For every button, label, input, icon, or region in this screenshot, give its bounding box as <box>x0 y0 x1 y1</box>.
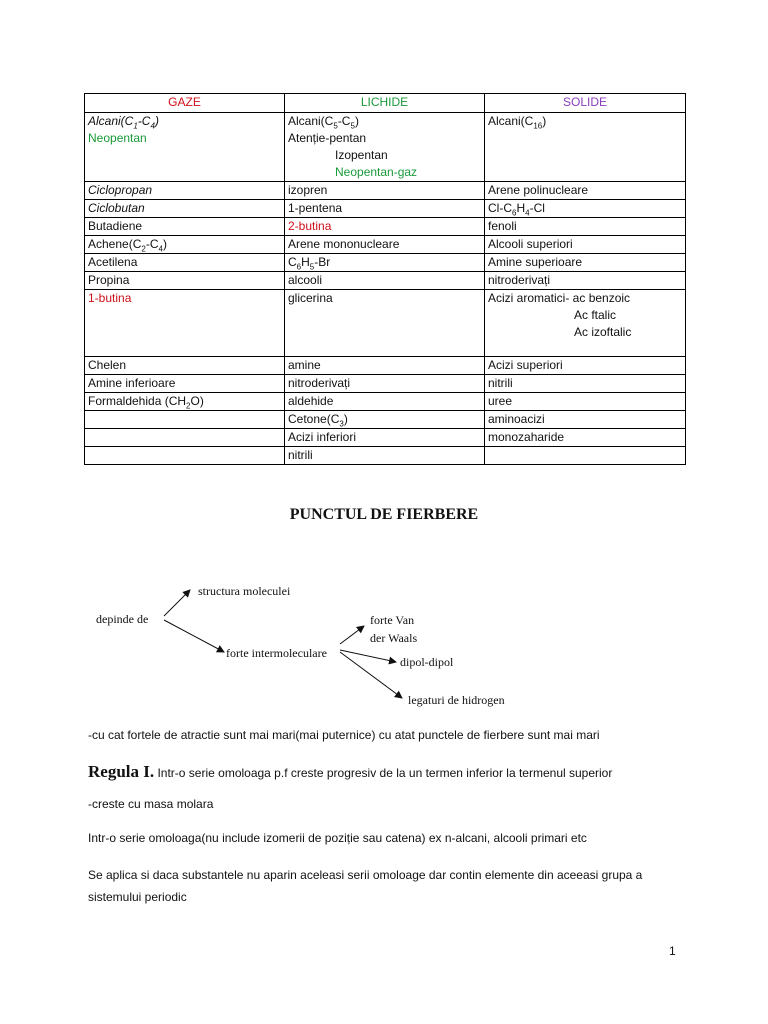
page-number: 1 <box>669 944 676 958</box>
label-van-der-waals-2: der Waals <box>370 631 418 645</box>
table-row <box>85 218 686 236</box>
boiling-point-diagram <box>0 560 768 720</box>
neopentan-gaze: Neopentan <box>88 131 147 145</box>
cell-lichide: $Cetone(C_3)$ <box>285 411 485 429</box>
table-header-row <box>85 94 686 113</box>
cell-gaze: 1-butina <box>85 290 285 357</box>
paragraph-fortele: -cu cat fortele de atractie sunt mai mari(mai puternice) cu atat punctele de fierbere sunt mai mari <box>88 728 600 742</box>
cell-solide: fenoli <box>485 218 686 236</box>
cell-gaze: Acetilena <box>85 254 285 272</box>
cell-solide: Arene polinucleare <box>485 182 686 200</box>
table-row <box>85 411 686 429</box>
header-solide: SOLIDE <box>485 94 686 113</box>
table-row <box>85 375 686 393</box>
cell-gaze: Ciclopropan <box>85 182 285 200</box>
label-dipol-dipol: dipol-dipol <box>400 655 454 669</box>
paragraph-serie-omoloaga: Intr-o serie omoloaga(nu include izomerii de poziție sau catena) ex n-alcani, alcooli primari etc <box>88 831 587 845</box>
arrow-to-dipol <box>340 650 396 662</box>
cell-lichide: 2-butina <box>285 218 485 236</box>
cell-solide: monozaharide <box>485 429 686 447</box>
cell-lichide: 1-pentena <box>285 200 485 218</box>
header-lichide: LICHIDE <box>285 94 485 113</box>
section-title: PUNCTUL DE FIERBERE <box>289 506 479 523</box>
cell-gaze <box>85 447 285 465</box>
cell-gaze <box>85 429 285 447</box>
cell-solide: nitrili <box>485 375 686 393</box>
table-row <box>85 429 686 447</box>
table-row <box>85 254 686 272</box>
label-structura: structura moleculei <box>198 584 291 598</box>
paragraph-masa-molara: -creste cu masa molara <box>88 797 214 811</box>
cell-lichide: aldehide <box>285 393 485 411</box>
alcani-solide: $Alcani(C_{16})$ <box>488 114 547 131</box>
cell-solide <box>485 113 686 182</box>
cell-lichide <box>285 113 485 182</box>
table-row <box>85 447 686 465</box>
cell-solide <box>485 447 686 465</box>
cell-gaze <box>85 411 285 429</box>
cell-solide: Amine superioare <box>485 254 686 272</box>
atentie-pentan: Atenție-pentan <box>288 131 367 145</box>
table-row <box>85 290 686 357</box>
cell-solide <box>485 290 686 357</box>
cell-lichide: Acizi inferiori <box>285 429 485 447</box>
header-gaze: GAZE <box>85 94 285 113</box>
cell-lichide: nitroderivați <box>285 375 485 393</box>
cell-solide: uree <box>485 393 686 411</box>
cell-gaze <box>85 113 285 182</box>
label-depinde: depinde de <box>96 612 149 626</box>
cell-gaze: Chelen <box>85 357 285 375</box>
cell-solide: aminoacizi <box>485 411 686 429</box>
cell-lichide: glicerina <box>285 290 485 357</box>
acizi-aromatici: Acizi aromatici- ac benzoic <box>488 291 631 305</box>
cell-gaze: Butadiene <box>85 218 285 236</box>
cell-lichide: izopren <box>285 182 485 200</box>
paragraph-se-aplica <box>88 864 642 908</box>
alcani-gaze: $Alcani(C_1-C_4)$ <box>88 114 159 131</box>
cell-gaze: Amine inferioare <box>85 375 285 393</box>
arrow-to-hidrogen <box>340 652 402 698</box>
rule-body: Intr-o serie omoloaga p.f creste progresiv de la un termen inferior la termenul superior <box>154 766 613 780</box>
arrow-to-van-der-waals <box>340 626 364 644</box>
table-row <box>85 182 686 200</box>
arrow-to-forte <box>164 620 224 652</box>
cell-lichide: $C_6H_5-Br$ <box>285 254 485 272</box>
label-legaturi-hidrogen: legaturi de hidrogen <box>408 693 505 707</box>
table-row <box>85 357 686 375</box>
cell-lichide: alcooli <box>285 272 485 290</box>
label-forte-intermoleculare: forte intermoleculare <box>226 646 327 660</box>
izopentan: Izopentan <box>335 148 388 162</box>
ac-ftalic: Ac ftalic <box>574 308 617 322</box>
cell-lichide: nitrili <box>285 447 485 465</box>
cell-solide: Alcooli superiori <box>485 236 686 254</box>
cell-gaze: $Achene(C_2-C_4)$ <box>85 236 285 254</box>
neopentan-gaz: Neopentan-gaz <box>335 165 418 179</box>
table-row <box>85 200 686 218</box>
paragraph-se-aplica-line2: sistemului periodic <box>88 890 187 904</box>
table-row <box>85 236 686 254</box>
cell-lichide: Arene mononucleare <box>285 236 485 254</box>
cell-gaze: Ciclobutan <box>85 200 285 218</box>
table-row <box>85 393 686 411</box>
ac-izoftalic: Ac izoftalic <box>574 325 632 339</box>
label-van-der-waals-1: forte Van <box>370 613 415 627</box>
cell-lichide: amine <box>285 357 485 375</box>
cell-gaze: Formaldehida $(CH_2O)$ <box>85 393 285 411</box>
alcani-lichide: $Alcani(C_5-C_5)$ <box>288 114 359 131</box>
cell-gaze: Propina <box>85 272 285 290</box>
cell-solide: nitroderivați <box>485 272 686 290</box>
rule-heading: Regula I. <box>88 762 155 781</box>
table-row <box>85 272 686 290</box>
paragraph-se-aplica-line1: Se aplica si daca substantele nu aparin aceleasi serii omoloage dar contin elemente din aceeasi grupa a <box>88 868 643 882</box>
rule-paragraph <box>88 762 612 782</box>
cell-solide: Acizi superiori <box>485 357 686 375</box>
table-row <box>85 113 686 182</box>
cell-solide: $Cl-C_6H_4-Cl$ <box>485 200 686 218</box>
states-table <box>84 93 686 465</box>
arrow-to-structura <box>164 590 190 616</box>
